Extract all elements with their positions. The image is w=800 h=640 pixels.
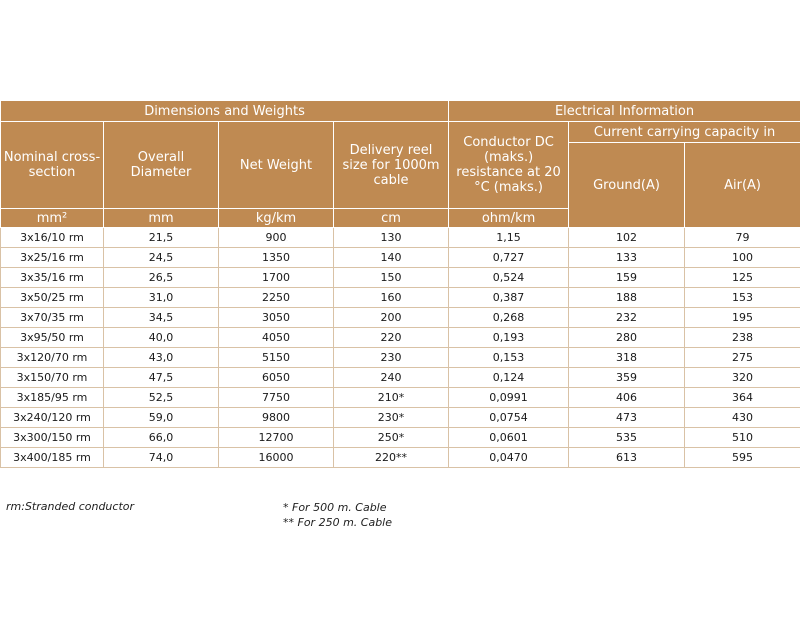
- cell-diameter: 74,0: [104, 448, 219, 468]
- cell-weight: 6050: [219, 368, 334, 388]
- cell-diameter: 52,5: [104, 388, 219, 408]
- table-row: [1, 288, 800, 308]
- cell-weight: 16000: [219, 448, 334, 468]
- cell-nominal: 3x185/95 rm: [1, 388, 104, 408]
- cable-spec-table-wrap: [0, 100, 800, 468]
- cell-weight: 1350: [219, 248, 334, 268]
- cell-nominal: 3x16/10 rm: [1, 228, 104, 248]
- cell-resistance: 0,124: [449, 368, 569, 388]
- table-row: [1, 428, 800, 448]
- cell-nominal: 3x240/120 rm: [1, 408, 104, 428]
- cell-diameter: 34,5: [104, 308, 219, 328]
- cell-air: 510: [685, 428, 800, 448]
- cell-reel: 240: [334, 368, 449, 388]
- cell-ground: 159: [569, 268, 685, 288]
- cell-reel: 160: [334, 288, 449, 308]
- cell-nominal: 3x70/35 rm: [1, 308, 104, 328]
- col-header-ground: Ground(A): [569, 143, 685, 228]
- cell-reel: 210*: [334, 388, 449, 408]
- cell-reel: 200: [334, 308, 449, 328]
- cell-diameter: 31,0: [104, 288, 219, 308]
- cell-reel: 250*: [334, 428, 449, 448]
- cell-diameter: 26,5: [104, 268, 219, 288]
- cell-ground: 535: [569, 428, 685, 448]
- cell-resistance: 0,387: [449, 288, 569, 308]
- cell-weight: 1700: [219, 268, 334, 288]
- table-body: [1, 228, 800, 468]
- table-row: [1, 328, 800, 348]
- cell-weight: 900: [219, 228, 334, 248]
- unit-net-weight: kg/km: [219, 209, 334, 228]
- cell-resistance: 0,0991: [449, 388, 569, 408]
- cell-air: 595: [685, 448, 800, 468]
- cell-nominal: 3x25/16 rm: [1, 248, 104, 268]
- cell-nominal: 3x150/70 rm: [1, 368, 104, 388]
- cell-diameter: 40,0: [104, 328, 219, 348]
- cell-resistance: 0,193: [449, 328, 569, 348]
- table-row: [1, 268, 800, 288]
- col-header-nominal: Nominal cross-section: [1, 122, 104, 209]
- cell-ground: 102: [569, 228, 685, 248]
- table-row: [1, 248, 800, 268]
- cell-resistance: 0,0601: [449, 428, 569, 448]
- col-header-overall-diameter: Overall Diameter: [104, 122, 219, 209]
- cell-resistance: 0,268: [449, 308, 569, 328]
- cell-weight: 5150: [219, 348, 334, 368]
- cell-reel: 140: [334, 248, 449, 268]
- cell-ground: 406: [569, 388, 685, 408]
- col-header-delivery-reel: Delivery reel size for 1000m cable: [334, 122, 449, 209]
- cell-resistance: 0,0470: [449, 448, 569, 468]
- table-row: [1, 408, 800, 428]
- cell-diameter: 47,5: [104, 368, 219, 388]
- col-header-air: Air(A): [685, 143, 800, 228]
- cell-reel: 150: [334, 268, 449, 288]
- cell-resistance: 0,0754: [449, 408, 569, 428]
- cell-ground: 232: [569, 308, 685, 328]
- note-stranded-conductor: rm:Stranded conductor: [6, 500, 135, 513]
- cell-air: 275: [685, 348, 800, 368]
- table-row: [1, 388, 800, 408]
- cell-resistance: 0,153: [449, 348, 569, 368]
- cell-resistance: 1,15: [449, 228, 569, 248]
- table-row: [1, 348, 800, 368]
- cell-diameter: 59,0: [104, 408, 219, 428]
- unit-nominal: mm²: [1, 209, 104, 228]
- cell-ground: 318: [569, 348, 685, 368]
- cell-air: 79: [685, 228, 800, 248]
- group-header-electrical: Electrical Information: [449, 101, 800, 122]
- cell-diameter: 66,0: [104, 428, 219, 448]
- cell-resistance: 0,524: [449, 268, 569, 288]
- table-row: [1, 448, 800, 468]
- table-row: [1, 368, 800, 388]
- cell-diameter: 21,5: [104, 228, 219, 248]
- footnotes: [283, 500, 392, 530]
- footnote-250m: ** For 250 m. Cable: [283, 516, 393, 529]
- cell-air: 195: [685, 308, 800, 328]
- cell-weight: 2250: [219, 288, 334, 308]
- cell-air: 320: [685, 368, 800, 388]
- cell-nominal: 3x50/25 rm: [1, 288, 104, 308]
- cell-weight: 12700: [219, 428, 334, 448]
- unit-overall-diameter: mm: [104, 209, 219, 228]
- col-header-net-weight: Net Weight: [219, 122, 334, 209]
- cell-ground: 473: [569, 408, 685, 428]
- col-header-conductor-dc: Conductor DC (maks.) resistance at 20 °C (maks.): [449, 122, 569, 209]
- cell-air: 430: [685, 408, 800, 428]
- cell-reel: 220: [334, 328, 449, 348]
- cell-air: 125: [685, 268, 800, 288]
- cell-nominal: 3x400/185 rm: [1, 448, 104, 468]
- cell-nominal: 3x120/70 rm: [1, 348, 104, 368]
- footnote-500m: * For 500 m. Cable: [283, 501, 387, 514]
- cell-weight: 4050: [219, 328, 334, 348]
- unit-delivery-reel: cm: [334, 209, 449, 228]
- cell-diameter: 43,0: [104, 348, 219, 368]
- cell-ground: 133: [569, 248, 685, 268]
- cell-weight: 3050: [219, 308, 334, 328]
- cell-ground: 280: [569, 328, 685, 348]
- cell-nominal: 3x95/50 rm: [1, 328, 104, 348]
- cable-spec-table: [0, 100, 800, 468]
- cell-air: 238: [685, 328, 800, 348]
- cell-reel: 230: [334, 348, 449, 368]
- cell-air: 364: [685, 388, 800, 408]
- cell-resistance: 0,727: [449, 248, 569, 268]
- cell-weight: 7750: [219, 388, 334, 408]
- cell-reel: 130: [334, 228, 449, 248]
- group-header-dimensions: Dimensions and Weights: [1, 101, 449, 122]
- cell-diameter: 24,5: [104, 248, 219, 268]
- cell-reel: 220**: [334, 448, 449, 468]
- table-row: [1, 228, 800, 248]
- cell-reel: 230*: [334, 408, 449, 428]
- subgroup-header-current: Current carrying capacity in: [569, 122, 800, 143]
- cell-ground: 359: [569, 368, 685, 388]
- cell-air: 100: [685, 248, 800, 268]
- unit-conductor-dc: ohm/km: [449, 209, 569, 228]
- cell-nominal: 3x35/16 rm: [1, 268, 104, 288]
- cell-weight: 9800: [219, 408, 334, 428]
- cell-ground: 188: [569, 288, 685, 308]
- cell-nominal: 3x300/150 rm: [1, 428, 104, 448]
- table-row: [1, 308, 800, 328]
- cell-ground: 613: [569, 448, 685, 468]
- cell-air: 153: [685, 288, 800, 308]
